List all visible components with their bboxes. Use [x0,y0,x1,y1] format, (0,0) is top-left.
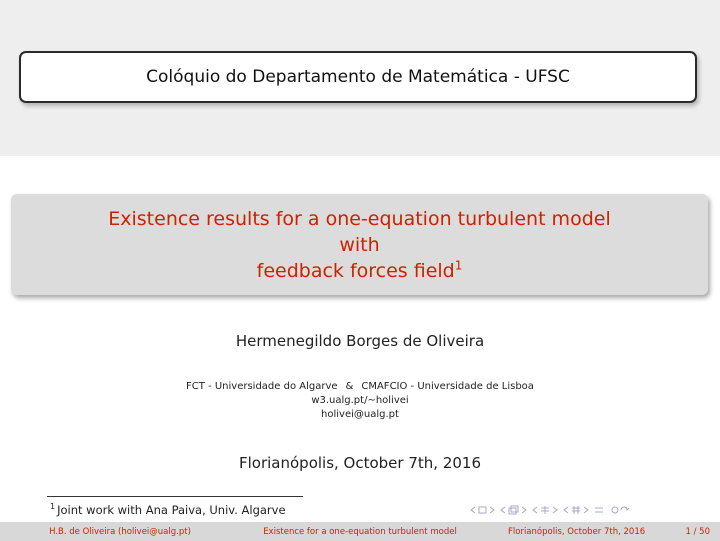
footnote-rule [47,496,303,497]
footnote [50,502,286,517]
conference-title: Colóquio do Departamento de Matemática - UFSC [146,67,570,87]
footer-author: H.B. de Oliveira (holivei@ualg.pt) [49,526,191,537]
affiliation [0,380,720,422]
nav-subsection-left-icon[interactable] [532,506,538,514]
nav-frame-right-icon[interactable] [521,506,527,514]
nav-frame-left-icon[interactable] [500,506,506,514]
nav-align-icon[interactable] [594,505,604,515]
nav-section-icon [571,505,581,515]
affiliation-right: CMAFCIO - Universidade de Lisboa [361,381,534,392]
title-line-2: with [339,233,380,256]
title-footnote-mark: 1 [454,258,463,273]
footer-date: Florianópolis, October 7th, 2016 [508,526,646,537]
footer-date-cell [480,522,720,541]
place-date: Florianópolis, October 7th, 2016 [238,454,481,472]
conference-header [19,51,697,103]
footer-author-cell [0,522,240,541]
affiliation-email: holivei@ualg.pt [321,409,399,420]
footnote-text: Joint work with Ana Paiva, Univ. Algarve [57,502,286,517]
nav-slide-right-icon[interactable] [489,506,495,514]
nav-slide-left-icon[interactable] [470,506,476,514]
author-name: Hermenegildo Borges de Oliveira [235,332,485,350]
footer-title: Existence for a one-equation turbulent model [263,526,457,537]
footer-title-cell [240,522,480,541]
footer-bar [0,522,720,541]
affiliation-amp: & [345,381,354,392]
footer-page-number: 1 / 50 [685,526,710,537]
affiliation-left: FCT - Universidade do Algarve [186,381,338,392]
title-line-1: Existence results for a one-equation turbulent model [108,207,611,230]
affiliation-line [0,380,720,394]
footnote-mark: 1 [50,502,56,511]
nav-section-left-icon[interactable] [563,506,569,514]
nav-frame-stack-icon [508,505,519,515]
nav-subsection-icon [540,505,550,515]
nav-section-right-icon[interactable] [583,506,589,514]
nav-search-icon[interactable] [609,505,631,515]
affiliation-web: w3.ualg.pt/∼holivei [311,395,409,406]
title-block [11,194,708,295]
beamer-navigation [470,505,631,515]
title-line-3-wrap [257,258,463,284]
title-line-3: feedback forces field [256,259,455,282]
nav-subsection-right-icon[interactable] [552,506,558,514]
nav-slide-frame-icon [478,506,487,514]
